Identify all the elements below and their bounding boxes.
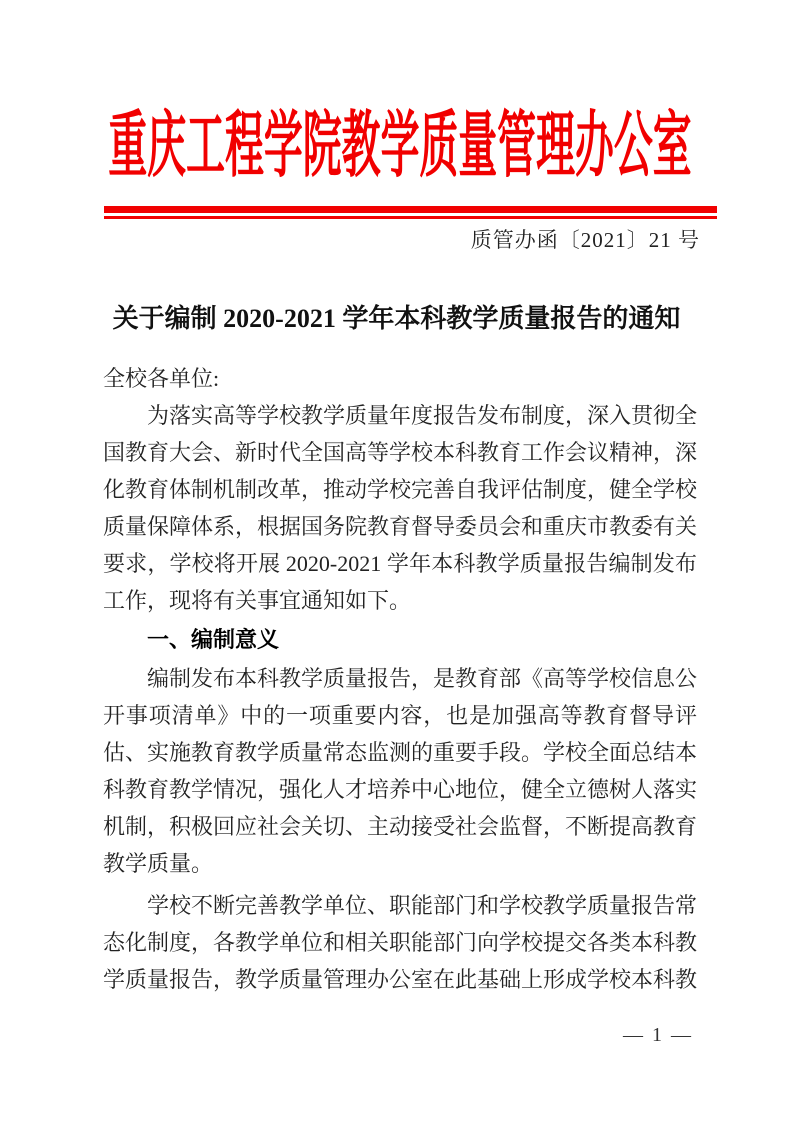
page-number: — 1 —	[623, 1024, 693, 1046]
notice-title: 关于编制 2020-2021 学年本科教学质量报告的通知	[112, 304, 681, 333]
salutation: 全校各单位:	[103, 366, 220, 391]
body-paragraph-3: 学校不断完善教学单位、职能部门和学校教学质量报告常态化制度，各教学单位和相关职能部门向学校提交各类本科教学质量报告，教学质量管理办公室在此基础上形成学校本科教	[103, 893, 698, 992]
letterhead-rule-thick	[104, 206, 717, 213]
letterhead-rule-thin	[104, 216, 717, 219]
body-paragraph-2: 编制发布本科教学质量报告，是教育部《高等学校信息公开事项清单》中的一项重要内容，也是加强高等教育督导评估、实施教育教学质量常态监测的重要手段。学校全面总结本科教育教学情况，强化人才培养中心地位，健全立德树人落实机制，积极回应社会关切、主动接受社会监督，不断提高教育教学质量。	[103, 666, 698, 876]
issuing-organization-title: 重庆工程学院教学质量管理办公室	[108, 106, 692, 186]
body-paragraph-1: 为落实高等学校教学质量年度报告发布制度，深入贯彻全国教育大会、新时代全国高等学校本科教育工作会议精神，深化教育体制机制改革，推动学校完善自我评估制度，健全学校质量保障体系，根据国务院教育督导委员会和重庆市教委有关要求，学校将开展 2020-2021 学年本科教学质量报告编制发布工作，现将有关事宜通知如下。	[103, 403, 698, 613]
notice-body	[103, 360, 697, 998]
red-letterhead	[100, 100, 700, 192]
section-heading-1: 一、编制意义	[147, 627, 280, 652]
document-reference-number: 质管办函〔2021〕21 号	[470, 228, 700, 252]
